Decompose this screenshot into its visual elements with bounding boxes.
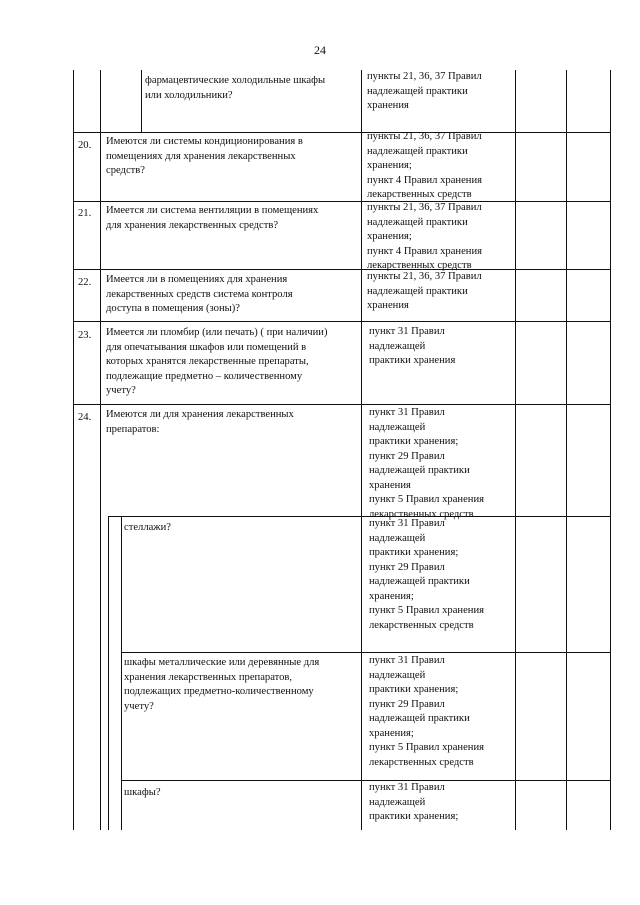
row-divider	[73, 132, 611, 133]
reference-text: пункты 21, 36, 37 Правил надлежащей практики хранения	[367, 71, 482, 111]
row-number: 20.	[78, 140, 92, 151]
reference-text: пункты 21, 36, 37 Правил надлежащей практики хранения; пункт 4 Правил хранения лекарственных средств	[367, 131, 483, 200]
row-number: 23.	[78, 330, 92, 341]
sub-column-divider-inner	[121, 516, 122, 830]
reference-text: пункт 31 Правил надлежащей практики хранения; пункт 29 Правил надлежащей практики хранения пункт 5 Правил хранения лекарственных средств	[369, 407, 485, 520]
sub-question-text: шкафы металлические или деревянные для хранения лекарственных препаратов, подлежащих предметно-количественному учету?	[124, 657, 320, 712]
sub-column-divider-outer	[108, 516, 109, 830]
question-text: Имеется ли пломбир (или печать) ( при наличии) для опечатывания шкафов или помещений в которых хранятся лекарственные препараты, подлежащие предметно – количественному учету?	[106, 327, 328, 396]
row-number: 24.	[78, 412, 92, 423]
reference-text: пункт 31 Правил надлежащей практики хранения; пункт 29 Правил надлежащей практики хранения; пункт 5 Правил хранения лекарственных средств	[369, 655, 485, 768]
row-number: 21.	[78, 208, 92, 219]
reference-text: пункт 31 Правил надлежащей практики хранения; пункт 29 Правил надлежащей практики хранения; пункт 5 Правил хранения лекарственных средств	[369, 518, 485, 631]
row-divider	[73, 269, 611, 270]
page-number: 24	[314, 43, 326, 57]
sub-question-text: стеллажи?	[124, 522, 171, 533]
question-text: Имеются ли системы кондиционирования в помещениях для хранения лекарственных средств?	[106, 136, 303, 176]
question-text: Имеются ли для хранения лекарственных препаратов:	[106, 409, 294, 435]
row-divider	[108, 516, 611, 517]
row-divider	[121, 652, 611, 653]
row-divider	[73, 201, 611, 202]
column-divider-note	[566, 70, 567, 830]
reference-text: пункты 21, 36, 37 Правил надлежащей практики хранения	[367, 271, 482, 311]
sub-column-divider-top	[141, 70, 142, 132]
row-divider	[73, 404, 611, 405]
row-divider	[121, 780, 611, 781]
row-number: 22.	[78, 277, 92, 288]
row-divider	[73, 321, 611, 322]
table-border-right	[610, 70, 611, 830]
sub-question-text: шкафы?	[124, 787, 161, 798]
question-text: Имеется ли в помещениях для хранения лекарственных средств система контроля доступа в помещения (зоны)?	[106, 274, 293, 314]
reference-text: пункт 31 Правил надлежащей практики хранения;	[369, 782, 459, 822]
reference-text: пункты 21, 36, 37 Правил надлежащей практики хранения; пункт 4 Правил хранения лекарственных средств	[367, 202, 483, 271]
column-divider-number	[100, 70, 101, 830]
column-divider-reference	[361, 70, 362, 830]
table-border-left	[73, 70, 74, 830]
reference-text: пункт 31 Правил надлежащей практики хранения	[369, 326, 456, 366]
question-text: фармацевтические холодильные шкафы или холодильники?	[145, 75, 326, 101]
question-text: Имеется ли система вентиляции в помещениях для хранения лекарственных средств?	[106, 205, 319, 231]
